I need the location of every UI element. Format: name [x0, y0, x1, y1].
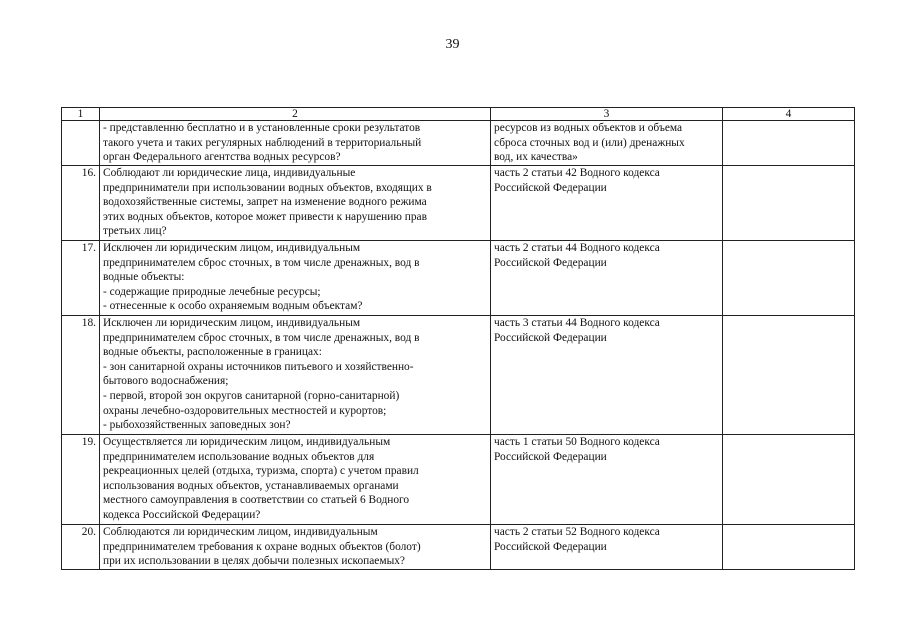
question-cell — [100, 435, 491, 525]
question-cell — [100, 241, 491, 316]
table-row — [62, 435, 855, 525]
reference-line: часть 1 статьи 50 Водного кодекса — [494, 436, 660, 448]
note-cell — [723, 121, 855, 166]
question-line: водные объекты: — [103, 271, 185, 284]
row-number — [62, 121, 100, 166]
reference-line: сброса сточных вод и (или) дренажных — [494, 136, 685, 149]
question-line: местного самоуправления в соответствии со статьей 6 Водного — [103, 494, 410, 507]
question-line: водные объекты, расположенные в границах: — [103, 346, 322, 359]
question-line: - рыбохозяйственных заповедных зон? — [103, 419, 291, 432]
note-cell — [723, 166, 855, 241]
question-line: - представленню бесплатно и в установленные сроки результатов — [103, 122, 421, 134]
row-number: 19. — [62, 435, 100, 525]
table-row — [62, 316, 855, 435]
reference-line: часть 3 статьи 44 Водного кодекса — [494, 317, 660, 329]
reference-line: Российской Федерации — [494, 540, 607, 553]
reference-cell — [491, 525, 723, 570]
question-line: - первой, второй зон округов санитарной (горно-санитарной) — [103, 389, 400, 402]
question-line: третьих лиц? — [103, 225, 167, 238]
question-line: орган Федерального агентства водных ресурсов? — [103, 151, 341, 164]
question-line: Соблюдаются ли юридическим лицом, индивидуальным — [103, 526, 378, 538]
question-line: предприниматели при использовании водных объектов, входящих в — [103, 181, 432, 194]
question-line: предпринимателем использование водных объектов для — [103, 450, 375, 463]
reference-cell — [491, 166, 723, 241]
question-line: при их использовании в целях добычи полезных ископаемых? — [103, 555, 405, 568]
reference-cell — [491, 316, 723, 435]
column-header: 3 — [491, 108, 723, 121]
row-number: 20. — [62, 525, 100, 570]
reference-cell — [491, 435, 723, 525]
question-line: - содержащие природные лечебные ресурсы; — [103, 285, 321, 298]
row-number: 16. — [62, 166, 100, 241]
note-cell — [723, 435, 855, 525]
page-number: 39 — [445, 37, 460, 52]
question-line: Исключен ли юридическим лицом, индивидуальным — [103, 317, 361, 329]
table-header-row — [62, 108, 855, 121]
question-cell — [100, 166, 491, 241]
row-number: 17. — [62, 241, 100, 316]
column-header: 4 — [723, 108, 855, 121]
reference-line: ресурсов из водных объектов и объема — [494, 122, 683, 134]
question-line: - зон санитарной охраны источников питьевого и хозяйственно- — [103, 360, 414, 373]
note-cell — [723, 525, 855, 570]
reference-cell — [491, 121, 723, 166]
question-line: Осуществляется ли юридическим лицом, индивидуальным — [103, 436, 391, 448]
question-line: этих водных объектов, которое может привести к нарушению прав — [103, 210, 427, 223]
question-line: водохозяйственные системы, запрет на изменение водного режима — [103, 196, 427, 209]
table-row — [62, 166, 855, 241]
question-line: охраны лечебно-оздоровительных местностей и курортов; — [103, 404, 387, 417]
reference-line: Российской Федерации — [494, 181, 607, 194]
note-cell — [723, 316, 855, 435]
question-line: использования водных объектов, устанавливаемых органами — [103, 479, 399, 492]
row-number: 18. — [62, 316, 100, 435]
reference-line: часть 2 статьи 52 Водного кодекса — [494, 526, 660, 538]
question-line: Соблюдают ли юридические лица, индивидуальные — [103, 167, 356, 179]
question-line: предпринимателем требования к охране водных объектов (болот) — [103, 540, 421, 553]
question-line: бытового водоснабжения; — [103, 375, 229, 388]
question-line: кодекса Российской Федерации? — [103, 508, 261, 521]
question-cell — [100, 121, 491, 166]
table-row — [62, 241, 855, 316]
table-row — [62, 121, 855, 166]
question-line: предпринимателем сброс сточных, в том числе дренажных, вод в — [103, 331, 420, 344]
question-line: Исключен ли юридическим лицом, индивидуальным — [103, 242, 361, 254]
reference-line: часть 2 статьи 44 Водного кодекса — [494, 242, 660, 254]
reference-line: Российской Федерации — [494, 331, 607, 344]
reference-line: Российской Федерации — [494, 450, 607, 463]
note-cell — [723, 241, 855, 316]
question-line: рекреационных целей (отдыха, туризма, спорта) с учетом правил — [103, 465, 419, 478]
question-line: такого учета и таких регулярных наблюдений в территориальный — [103, 136, 422, 149]
question-cell — [100, 316, 491, 435]
column-header: 1 — [62, 108, 100, 121]
table-row — [62, 525, 855, 570]
reference-line: вод, их качества» — [494, 151, 578, 164]
column-header: 2 — [100, 108, 491, 121]
question-line: предпринимателем сброс сточных, в том числе дренажных, вод в — [103, 256, 420, 269]
reference-cell — [491, 241, 723, 316]
requirements-table — [61, 107, 855, 570]
question-cell — [100, 525, 491, 570]
question-line: - отнесенные к особо охраняемым водным объектам? — [103, 300, 363, 313]
reference-line: часть 2 статьи 42 Водного кодекса — [494, 167, 660, 179]
reference-line: Российской Федерации — [494, 256, 607, 269]
